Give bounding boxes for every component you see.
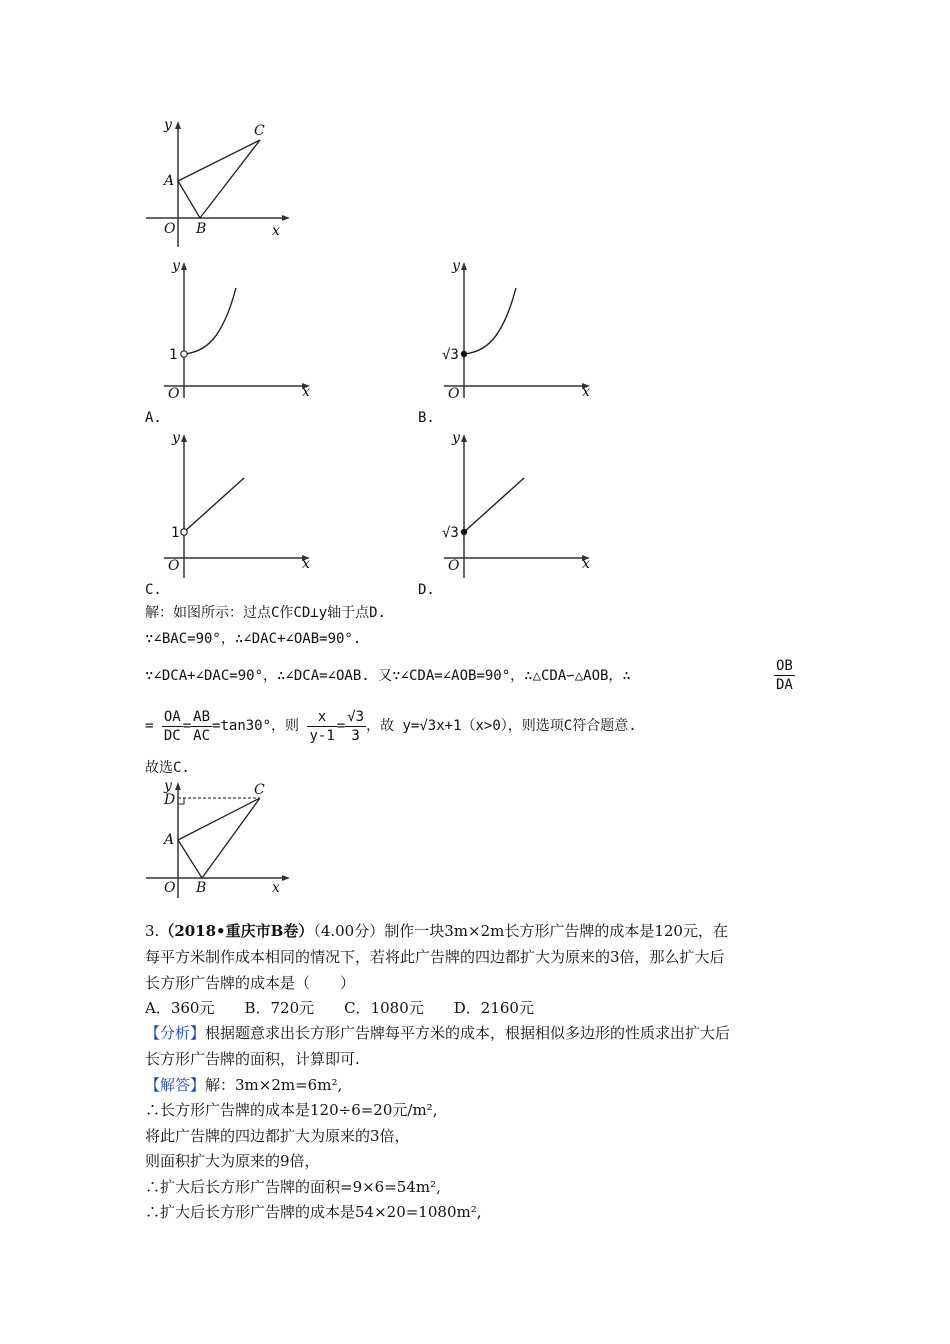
fraction-ob-da xyxy=(774,657,795,694)
conclusion-text: ，故 y=√3x+1（x>0），则选项C符合题意. xyxy=(366,718,637,734)
question-3-line-2: 每平方米制作成本相同的情况下，若将此广告牌的四边都扩大为原来的3倍，那么扩大后 xyxy=(145,948,725,966)
origin-label: O xyxy=(164,880,176,896)
fraction-x-y1 xyxy=(307,708,336,745)
question-number: 3. xyxy=(145,922,160,940)
point-c-label: C xyxy=(254,123,265,139)
triangle-figure-top xyxy=(140,115,300,255)
axis-x-label: x xyxy=(582,384,590,400)
graph-option-d xyxy=(440,432,600,580)
fraction-numerator: x xyxy=(307,708,336,727)
point-a-label: A xyxy=(164,832,175,848)
answer-tag: 【解答】 xyxy=(145,1076,206,1094)
graph-option-b xyxy=(440,260,600,400)
fraction-numerator: OA xyxy=(163,708,181,725)
answer-line-1 xyxy=(145,1074,342,1096)
axis-y-label: y xyxy=(164,117,172,133)
intercept-label: √3 xyxy=(442,525,459,541)
solution-line-3 xyxy=(145,666,631,686)
solution-line-2: ∵∠BAC=90°，∴∠DAC+∠OAB=90°. xyxy=(145,631,362,647)
option-b-letter: B. xyxy=(418,410,435,426)
fraction-denominator: AC xyxy=(193,727,211,744)
point-d-label: D xyxy=(164,792,176,808)
axis-y-label: y xyxy=(172,430,180,446)
fraction-oa-dc xyxy=(162,708,183,745)
fraction-ab-ac xyxy=(191,708,212,745)
question-text: 制作一块3m×2m长方形广告牌的成本是120元，在 xyxy=(384,922,728,940)
intercept-label: √3 xyxy=(442,347,459,363)
question-3-line-1 xyxy=(145,920,728,942)
axis-y-label: y xyxy=(172,258,180,274)
fraction-numerator: √3 xyxy=(347,708,365,725)
axis-x-label: x xyxy=(302,384,310,400)
fraction-numerator: AB xyxy=(193,708,211,725)
axis-y-label: y xyxy=(452,258,460,274)
solution-line-5: 故选C. xyxy=(145,760,190,776)
answer-text: 解：3m×2m=6m², xyxy=(205,1076,343,1094)
analysis-tag: 【分析】 xyxy=(145,1024,206,1042)
point-b-label: B xyxy=(196,221,207,237)
axis-x-label: x xyxy=(272,223,280,239)
fraction-denominator: y-1 xyxy=(309,727,335,744)
fraction-numerator: OB xyxy=(776,658,793,674)
answer-line-3: 将此广告牌的四边都扩大为原来的3倍， xyxy=(145,1127,410,1145)
fraction-denominator: DC xyxy=(163,727,181,744)
axis-x-label: x xyxy=(302,556,310,572)
origin-label: O xyxy=(168,558,180,574)
origin-label: O xyxy=(164,221,176,237)
option-a-letter: A. xyxy=(145,410,162,426)
question-source: （2018•重庆市B卷） xyxy=(159,922,314,940)
analysis-line-1 xyxy=(145,1022,730,1044)
point-c-label: C xyxy=(254,782,265,798)
point-a-label: A xyxy=(164,173,175,189)
fraction-sqrt3-3 xyxy=(345,708,366,745)
axis-x-label: x xyxy=(582,556,590,572)
axis-x-label: x xyxy=(272,880,280,896)
origin-label: O xyxy=(448,386,460,402)
answer-line-5: ∴扩大后长方形广告牌的面积=9×6=54m², xyxy=(145,1178,441,1196)
graph-option-a xyxy=(160,260,320,400)
analysis-text: 根据题意求出长方形广告牌每平方米的成本，根据相似多边形的性质求出扩大后 xyxy=(205,1024,731,1042)
graph-option-c xyxy=(160,432,320,580)
solution-line-3-text: ∵∠DCA+∠DAC=90°，∴∠DCA=∠OAB. 又∵∠CDA=∠AOB=90°，∴△CDA∽△AOB，∴ xyxy=(145,668,631,684)
question-3-options: A．360元 B．720元 C．1080元 D．2160元 xyxy=(145,999,534,1017)
fraction-denominator: 3 xyxy=(351,727,360,744)
axis-y-label: y xyxy=(452,430,460,446)
question-score: （4.00分） xyxy=(313,922,385,940)
option-d-letter: D. xyxy=(418,582,435,598)
fraction-denominator: DA xyxy=(776,677,793,693)
answer-line-6: ∴扩大后长方形广告牌的成本是54×20=1080m², xyxy=(145,1203,482,1221)
answer-line-4: 则面积扩大为原来的9倍， xyxy=(145,1152,320,1170)
intercept-label: 1 xyxy=(171,525,180,541)
triangle-figure-bottom xyxy=(140,780,300,900)
analysis-line-2: 长方形广告牌的面积，计算即可. xyxy=(145,1050,360,1068)
answer-line-2: ∴长方形广告牌的成本是120÷6=20元/m², xyxy=(145,1101,438,1119)
question-3-line-3: 长方形广告牌的成本是（ ） xyxy=(145,974,356,992)
tan30-text: =tan30°，则 xyxy=(212,718,300,734)
origin-label: O xyxy=(168,386,180,402)
equals-sign: = xyxy=(145,718,154,734)
point-b-label: B xyxy=(196,880,207,896)
option-c-letter: C. xyxy=(145,582,162,598)
intercept-label: 1 xyxy=(169,347,178,363)
axis-y-label: y xyxy=(164,778,172,794)
origin-label: O xyxy=(448,558,460,574)
solution-line-1: 解：如图所示：过点C作CD⊥y轴于点D. xyxy=(145,605,387,621)
solution-line-4: = $\frac{OA}{DC}$ = $\frac{AB}{AC}$ =tan30°，则 $\frac{x}{y-1}$ = $\frac{√3}{3}$ ，故 y=√3x+1（x>0），则选项C符合题意. xyxy=(145,708,637,744)
